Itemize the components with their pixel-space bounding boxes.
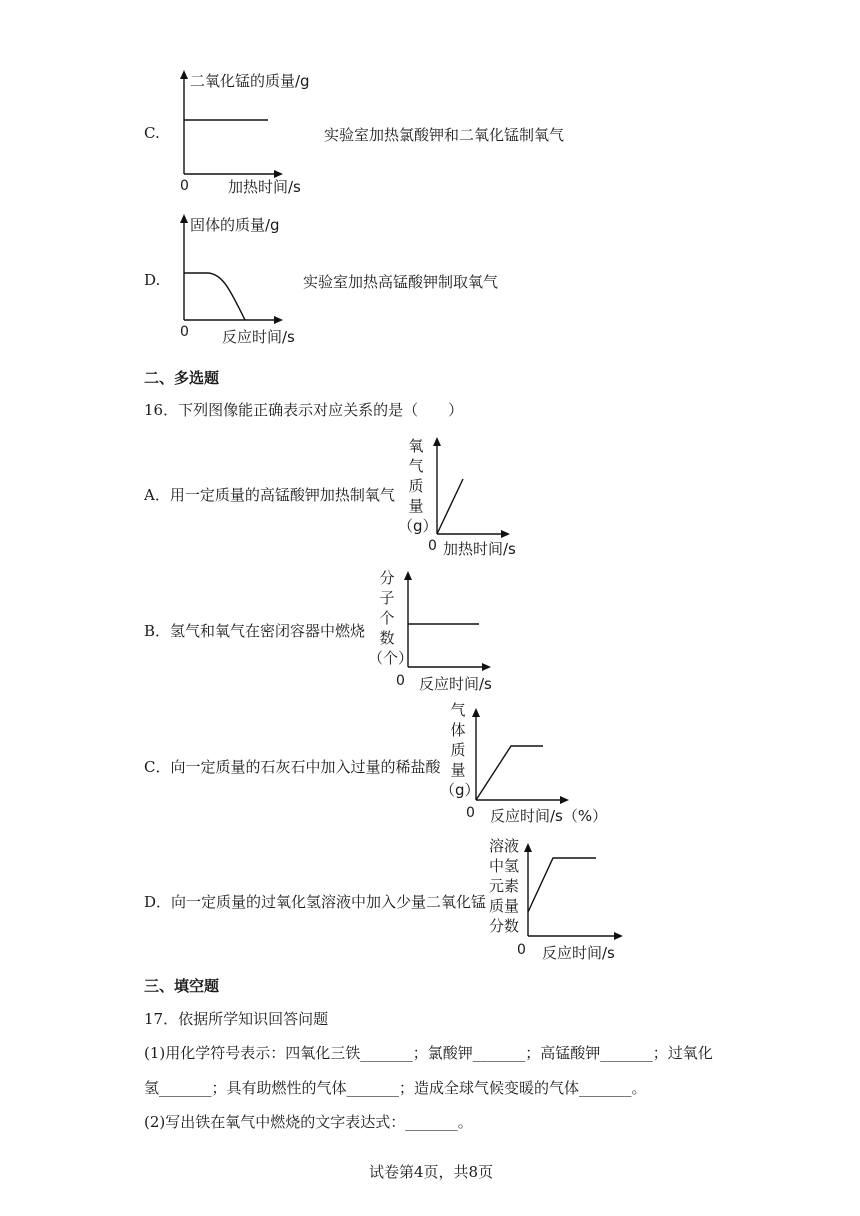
option-letter: C.: [144, 124, 160, 142]
graph-c-xlabel: 加热时间/s: [228, 178, 301, 196]
question-16-stem: 16．下列图像能正确表示对应关系的是（ ）: [144, 401, 464, 419]
section-heading-fill-in: 三、填空题: [144, 977, 220, 995]
option-text: A．用一定质量的高锰酸钾加热制氧气: [144, 486, 395, 504]
question-17-part1-line1: (1)用化学符号表示：四氧化三铁_______；氯酸钾_______；高锰酸钾_______；过氧化: [144, 1044, 713, 1062]
graph-d-xlabel: 反应时间/s: [222, 328, 295, 346]
graph-c-ylabel: 二氧化锰的质量/g: [190, 72, 310, 90]
graph-c2-curve: [476, 746, 543, 800]
graph-d-origin: 0: [180, 324, 189, 340]
graph-a-origin: 0: [428, 538, 437, 554]
option-text: D．向一定质量的过氧化氢溶液中加入少量二氧化锰: [144, 893, 487, 911]
graph-c2-axes: [471, 705, 581, 810]
option-description: 实验室加热高锰酸钾制取氧气: [303, 273, 499, 291]
graph-a-curve: [437, 479, 463, 534]
graph-b-xlabel: 反应时间/s: [419, 675, 492, 693]
graph-a-ylabel: 氧 气 质 量 （g）: [398, 437, 438, 535]
option-text: B．氢气和氧气在密闭容器中燃烧: [144, 622, 366, 640]
graph-c-origin: 0: [180, 178, 189, 194]
option-description: 实验室加热氯酸钾和二氧化锰制氧气: [324, 126, 565, 144]
graph-c2-origin: 0: [466, 805, 475, 821]
question-17-part1-line2: 氢_______；具有助燃性的气体_______；造成全球气候变暖的气体_______。: [144, 1079, 647, 1097]
graph-c2-xlabel: 反应时间/s（%）: [490, 807, 608, 825]
graph-d2-xlabel: 反应时间/s: [542, 944, 615, 962]
page-footer: 试卷第4页，共8页: [369, 1163, 494, 1181]
graph-a-xlabel: 加热时间/s: [443, 540, 516, 558]
graph-d2-curve: [528, 858, 596, 912]
graph-d-curve: [184, 273, 245, 320]
graph-a-axes: [432, 434, 522, 544]
graph-b-axes: [403, 568, 503, 678]
graph-d2-axes: [523, 840, 638, 945]
graph-d2-ylabel: 溶液 中氢 元素 质量 分数: [488, 837, 519, 935]
option-letter: D.: [144, 271, 161, 289]
section-heading-multiple-choice: 二、多选题: [144, 369, 220, 387]
graph-d2-origin: 0: [517, 942, 526, 958]
graph-d-ylabel: 固体的质量/g: [190, 216, 280, 234]
graph-b-ylabel: 分 子 个 数 （个）: [368, 569, 414, 667]
graph-b-origin: 0: [396, 673, 405, 689]
question-17-part2: (2)写出铁在氧气中燃烧的文字表达式：_______。: [144, 1113, 473, 1131]
question-17-stem: 17．依据所学知识回答问题: [144, 1010, 329, 1028]
option-text: C．向一定质量的石灰石中加入过量的稀盐酸: [144, 758, 441, 776]
graph-c2-ylabel: 气 体 质 量 （g）: [440, 701, 480, 799]
